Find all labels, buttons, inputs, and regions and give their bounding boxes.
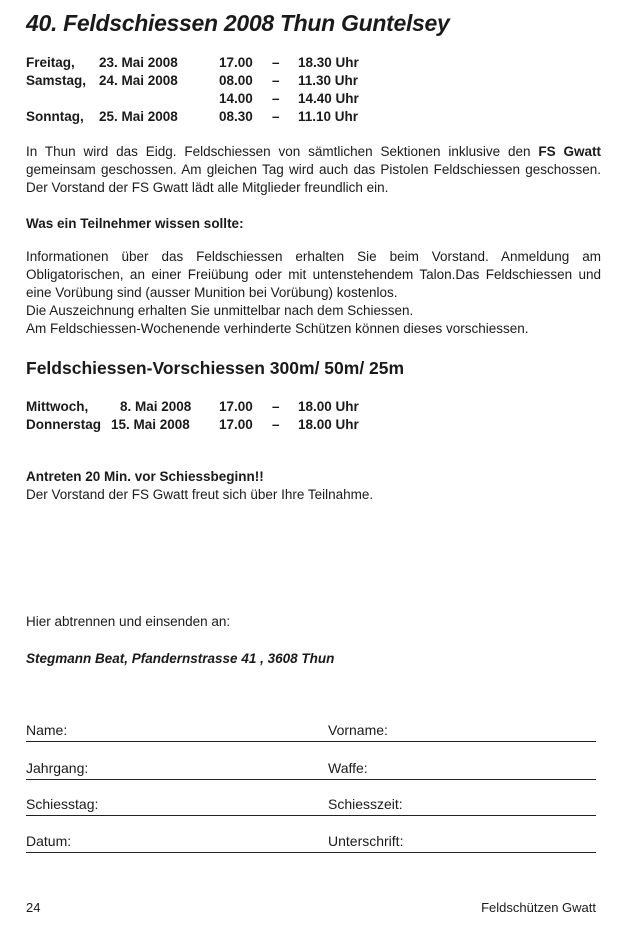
info-line: Die Auszeichnung erhalten Sie unmittelbar nach dem Schiessen.: [26, 303, 414, 318]
schedule-to: 18.00 Uhr: [298, 417, 359, 432]
schedule-day: Donnerstag: [26, 417, 102, 432]
schedule-to: 18.00 Uhr: [298, 399, 359, 414]
vorname-field-label: Vorname:: [328, 722, 388, 738]
detach-instruction: Hier abtrennen und einsenden an:: [26, 614, 231, 629]
schedule-day: Mittwoch,: [26, 399, 89, 414]
schedule-dash: –: [272, 91, 280, 106]
page-title: 40. Feldschiessen 2008 Thun Guntelsey: [26, 10, 450, 36]
schedule-date: 24. Mai 2008: [99, 73, 178, 88]
intro-text-2: gemeinsam geschossen. Am gleichen Tag wird auch das Pistolen Feldschiessen geschossen. Der Vorstand der FS Gwatt lädt alle Mitglieder freundlich ein.: [26, 162, 601, 195]
mailing-address: Stegmann Beat, Pfandernstrasse 41 , 3608 Thun: [26, 651, 335, 666]
form-line: [26, 815, 596, 816]
notice-bold: Antreten 20 Min. vor Schiessbeginn!!: [26, 469, 264, 484]
schedule-dash: –: [272, 109, 280, 124]
info-line: Informationen über das Feldschiessen erhalten Sie beim Vorstand. Anmeldung am Obligatorischen, an einer Freiübung oder mit untenstehendem Talon.Das Feldschiessen und eine Vorübung sind (ausser Munition bei Vorübung) kostenlos.: [26, 249, 601, 300]
schiesszeit-field-label: Schiesszeit:: [328, 796, 403, 812]
schedule-dash: –: [272, 55, 280, 70]
schiesstag-field-label: Schiesstag:: [26, 796, 99, 812]
schedule-date: 23. Mai 2008: [99, 55, 178, 70]
jahrgang-field-label: Jahrgang:: [26, 760, 89, 776]
schedule-day: Freitag,: [26, 55, 75, 70]
notice-text: Der Vorstand der FS Gwatt freut sich über Ihre Teilnahme.: [26, 487, 374, 502]
info-line: Am Feldschiessen-Wochenende verhinderte Schützen können dieses vorschiessen.: [26, 321, 529, 336]
schedule-dash: –: [272, 399, 280, 414]
schedule-date: 25. Mai 2008: [99, 109, 178, 124]
vorschiessen-heading: Feldschiessen-Vorschiessen 300m/ 50m/ 25m: [26, 358, 405, 378]
info-heading: Was ein Teilnehmer wissen sollte:: [26, 216, 244, 231]
footer-publisher: Feldschützen Gwatt: [481, 900, 596, 915]
waffe-field-label: Waffe:: [328, 760, 368, 776]
schedule-day: Sonntag,: [26, 109, 84, 124]
form-line: [26, 741, 596, 742]
unterschrift-field-label: Unterschrift:: [328, 833, 404, 849]
schedule-date: 8. Mai 2008: [120, 399, 192, 414]
intro-paragraph: [26, 143, 601, 197]
schedule-dash: –: [272, 417, 280, 432]
schedule-dash: –: [272, 73, 280, 88]
info-paragraph: [26, 248, 601, 338]
schedule-from: 17.00: [219, 417, 253, 432]
schedule-to: 18.30 Uhr: [298, 55, 359, 70]
schedule-to: 11.10 Uhr: [298, 109, 359, 124]
schedule-to: 14.40 Uhr: [298, 91, 359, 106]
form-line: [26, 779, 596, 780]
datum-field-label: Datum:: [26, 833, 72, 849]
form-line: [26, 852, 596, 853]
intro-text-1: In Thun wird das Eidg. Feldschiessen von sämtlichen Sektionen inklusive den: [26, 144, 539, 159]
schedule-to: 11.30 Uhr: [298, 73, 359, 88]
club-name: FS Gwatt: [538, 144, 601, 159]
schedule-from: 08.30: [219, 109, 253, 124]
name-field-label: Name:: [26, 722, 68, 738]
page-number: 24: [26, 900, 41, 915]
schedule-from: 17.00: [219, 55, 253, 70]
schedule-from: 17.00: [219, 399, 253, 414]
schedule-day: Samstag,: [26, 73, 87, 88]
schedule-date: 15. Mai 2008: [111, 417, 190, 432]
schedule-from: 14.00: [219, 91, 253, 106]
schedule-from: 08.00: [219, 73, 253, 88]
